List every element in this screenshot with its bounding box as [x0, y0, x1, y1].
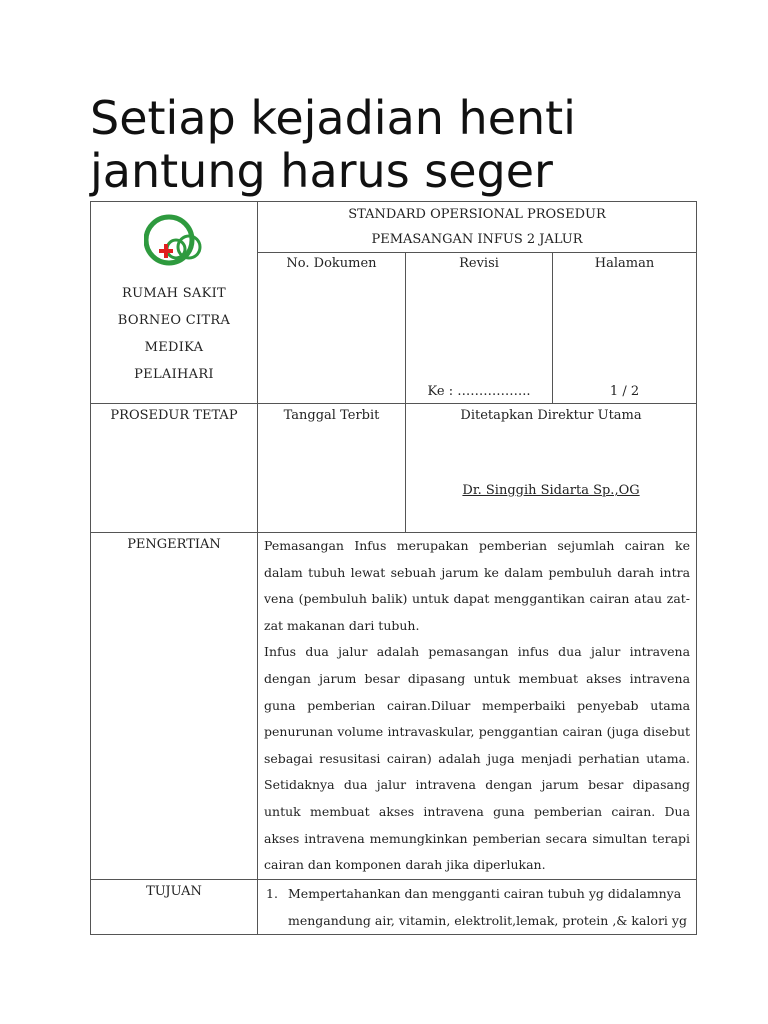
- page-headline: [90, 92, 730, 198]
- pengertian-paragraph-2: Infus dua jalur adalah pemasangan infus dua jalur intravena dengan jarum besar dipasang untuk membuat akses intravena guna pemberian cairan.Diluar memperbaiki penyebab utama penurunan volume intravaskular, penggantian cairan (juga disebut sebagai resusitasi cairan) adalah juga menjadi perhatian utama. Setidaknya dua jalur intravena dengan jarum besar dipasang untuk membuat akses intravena guna pemberian cairan. Dua akses intravena memungkinkan pemberian secara simultan terapi cairan dan komponen darah jika diperlukan.: [264, 644, 691, 873]
- doc-number-cell: [258, 253, 406, 404]
- approval-cell: [406, 404, 697, 533]
- list-item-line-2: mengandung air, vitamin, elektrolit,lemak, protein ,& kalori yg: [288, 912, 687, 928]
- list-item-line-1: Mempertahankan dan mengganti cairan tubuh yg didalamnya: [288, 885, 682, 901]
- sop-subtitle: PEMASANGAN INFUS 2 JALUR: [371, 232, 583, 247]
- sop-table: [90, 201, 697, 935]
- approved-by: Ditetapkan Direktur Utama: [460, 408, 642, 423]
- doc-number-label: No. Dokumen: [286, 256, 377, 271]
- revision-label: Revisi: [459, 256, 499, 271]
- list-item-text: [288, 880, 687, 934]
- header-row-title: [91, 202, 697, 253]
- pengertian-row: [91, 533, 697, 880]
- sop-title-cell: [258, 202, 697, 253]
- prosedur-tetap-label: PROSEDUR TETAP: [91, 404, 258, 533]
- tujuan-label: TUJUAN: [91, 879, 258, 934]
- list-item: [266, 880, 696, 934]
- tujuan-list: [258, 879, 697, 934]
- hospital-name-line-2: BORNEO CITRA: [117, 313, 231, 328]
- headline-line-2: jantung harus seger: [90, 144, 553, 198]
- list-item-number: 1.: [266, 885, 278, 901]
- tujuan-row: [91, 879, 697, 934]
- pengertian-label: PENGERTIAN: [91, 533, 258, 880]
- prosedur-tetap-row: [91, 404, 697, 533]
- revision-cell: [406, 253, 553, 404]
- hospital-name-line-3: MEDIKA: [144, 340, 204, 355]
- signer-name: Dr. Singgih Sidarta Sp.,OG: [462, 483, 640, 498]
- page-value: 1 / 2: [609, 384, 640, 399]
- hospital-logo-icon: [144, 204, 204, 270]
- pengertian-text: [258, 533, 697, 880]
- hospital-name-line-1: RUMAH SAKIT: [121, 286, 227, 301]
- sop-title: STANDARD OPERSIONAL PROSEDUR: [348, 207, 606, 222]
- hospital-name: [91, 280, 257, 388]
- page-cell: [553, 253, 697, 404]
- page-label: Halaman: [594, 256, 655, 271]
- pengertian-paragraph-1: Pemasangan Infus merupakan pemberian sejumlah cairan ke dalam tubuh lewat sebuah jarum ke dalam pembuluh darah intra vena (pembuluh balik) untuk dapat menggantikan cairan atau zat-zat makanan dari tubuh.: [264, 538, 691, 633]
- issue-date-label: Tanggal Terbit: [258, 404, 406, 533]
- headline-line-1: Setiap kejadian henti: [90, 91, 576, 145]
- revision-value: Ke : ……………..: [427, 384, 531, 399]
- hospital-cell: [91, 202, 258, 404]
- hospital-name-line-4: PELAIHARI: [134, 367, 214, 382]
